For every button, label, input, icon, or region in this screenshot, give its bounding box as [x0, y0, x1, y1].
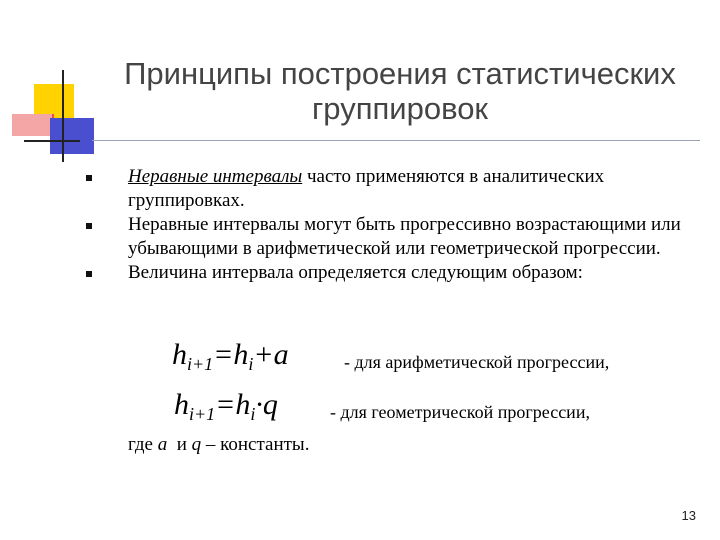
bullet-text: Неравные интервалы могут быть прогрессивно возрастающими или убывающими в арифметической или геометрической прогрессии. [128, 214, 681, 259]
bullet-text: часто применяются в аналитических группировках. [128, 166, 605, 211]
arithmetic-note: - для арифметической прогрессии, [344, 352, 610, 372]
slide-title [100, 56, 700, 126]
bullet-item [84, 165, 704, 213]
bullet-square-icon [86, 175, 92, 181]
bullet-list [84, 165, 704, 285]
title-divider [92, 140, 700, 141]
geometric-formula: $h_{i+1}=h_i\cdot q$ [174, 388, 278, 424]
logo-red-bar [12, 114, 54, 136]
bullet-square-icon [86, 223, 92, 229]
bullet-text: Величина интервала определяется следующим образом: [128, 262, 583, 283]
logo-horizontal-line [24, 140, 80, 142]
logo-blue-square [50, 118, 94, 154]
geometric-note: - для геометрической прогрессии, [330, 402, 590, 422]
constants-line: где a и q – константы. [128, 434, 310, 455]
arithmetic-formula: $h_{i+1}=h_i+a$ [172, 338, 289, 374]
slide-title-line1: Принципы построения статистических [124, 56, 676, 91]
bullet-item [84, 213, 704, 261]
bullet-emphasis: Неравные интервалы [128, 166, 303, 187]
logo-vertical-line [62, 70, 64, 162]
page-number: 13 [681, 508, 696, 523]
bullet-item [84, 261, 704, 285]
slide-title-line2: группировок [312, 91, 488, 126]
bullet-square-icon [86, 271, 92, 277]
